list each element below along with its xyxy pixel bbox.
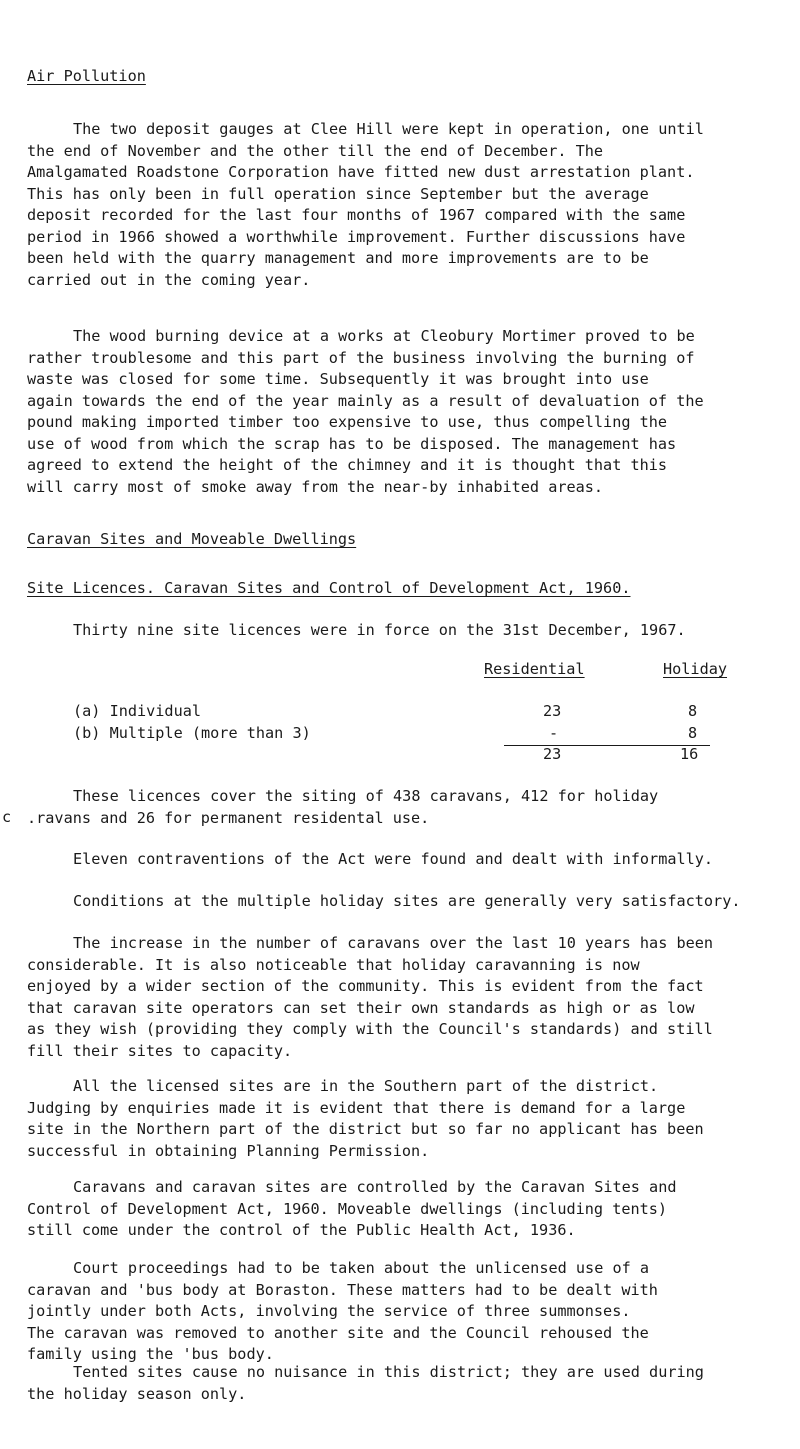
cell-total-holiday: 16 xyxy=(680,745,699,763)
row-label-multiple: (b) Multiple (more than 3) xyxy=(73,724,311,742)
paragraph-deposit-gauges: The two deposit gauges at Clee Hill were kept in operation, one until the end of November and the other till the end of December. The Amalgamated Roadstone Corporation have fitted new dust arrestation plant. This has only been in full operation since September but the average deposit recorded for the last four months of 1967 compared with the same period in 1966 showed a worthwhile improvement. Further discussions have been held with the quarry management and more improvements are to be carried out in the coming year. xyxy=(27,120,704,289)
paragraph-tented-sites: Tented sites cause no nuisance in this district; they are used during the holiday season only. xyxy=(27,1363,704,1403)
cell-individual-holiday: 8 xyxy=(688,702,698,720)
column-header-holiday: Holiday xyxy=(663,660,728,678)
subheading-site-licences: Site Licences. Caravan Sites and Control of Development Act, 1960. xyxy=(27,579,631,597)
paragraph-controlled: Caravans and caravan sites are controlled by the Caravan Sites and Control of Development Act, 1960. Moveable dwellings (including tents) still come under the control of the Public Health Act, 1936. xyxy=(27,1178,677,1239)
paragraph-court-proceedings: Court proceedings had to be taken about the unlicensed use of a caravan and 'bus body at Boraston. These matters had to be dealt with jointly under both Acts, involving the service of three summonses. The caravan was removed to another site and the Council rehoused the family using the 'bus body. xyxy=(27,1259,658,1363)
cell-multiple-residential: - xyxy=(549,724,559,742)
paragraph-contraventions: Eleven contraventions of the Act were found and dealt with informally. xyxy=(73,850,714,868)
section-heading-caravan-sites: Caravan Sites and Moveable Dwellings xyxy=(27,530,357,548)
column-header-residential: Residential xyxy=(484,660,585,678)
cell-total-residential: 23 xyxy=(543,745,562,763)
paragraph-licensed-sites: All the licensed sites are in the Southern part of the district. Judging by enquiries made it is evident that there is demand for a large site in the Northern part of the district but so far no applicant has been successful in obtaining Planning Permission. xyxy=(27,1077,704,1160)
margin-mark: c xyxy=(2,808,12,826)
section-heading-air-pollution: Air Pollution xyxy=(27,67,146,85)
paragraph-licences-cover: These licences cover the siting of 438 caravans, 412 for holiday .ravans and 26 for permanent residental use. xyxy=(27,787,659,827)
cell-individual-residential: 23 xyxy=(543,702,562,720)
cell-multiple-holiday: 8 xyxy=(688,724,698,742)
paragraph-wood-burning: The wood burning device at a works at Cleobury Mortimer proved to be rather troublesome and this part of the business involving the burning of waste was closed for some time. Subsequently it was brought into use again towards the end of the year mainly as a result of devaluation of the pound making imported timber too expensive to use, thus compelling the use of wood from which the scrap has to be disposed. The management has agreed to extend the height of the chimney and it is thought that this will carry most of smoke away from the near-by inhabited areas. xyxy=(27,327,704,496)
paragraph-licences-in-force: Thirty nine site licences were in force on the 31st December, 1967. xyxy=(73,621,686,639)
row-label-individual: (a) Individual xyxy=(73,702,202,720)
paragraph-increase: The increase in the number of caravans over the last 10 years has been considerable. It is also noticeable that holiday caravanning is now enjoyed by a wider section of the community. This is evident from the fact that caravan site operators can set their own standards as high or as low as they wish (providing they comply with the Council's standards) and still fill their sites to capacity. xyxy=(27,934,714,1060)
paragraph-conditions: Conditions at the multiple holiday sites are generally very satisfactory. xyxy=(73,892,741,910)
